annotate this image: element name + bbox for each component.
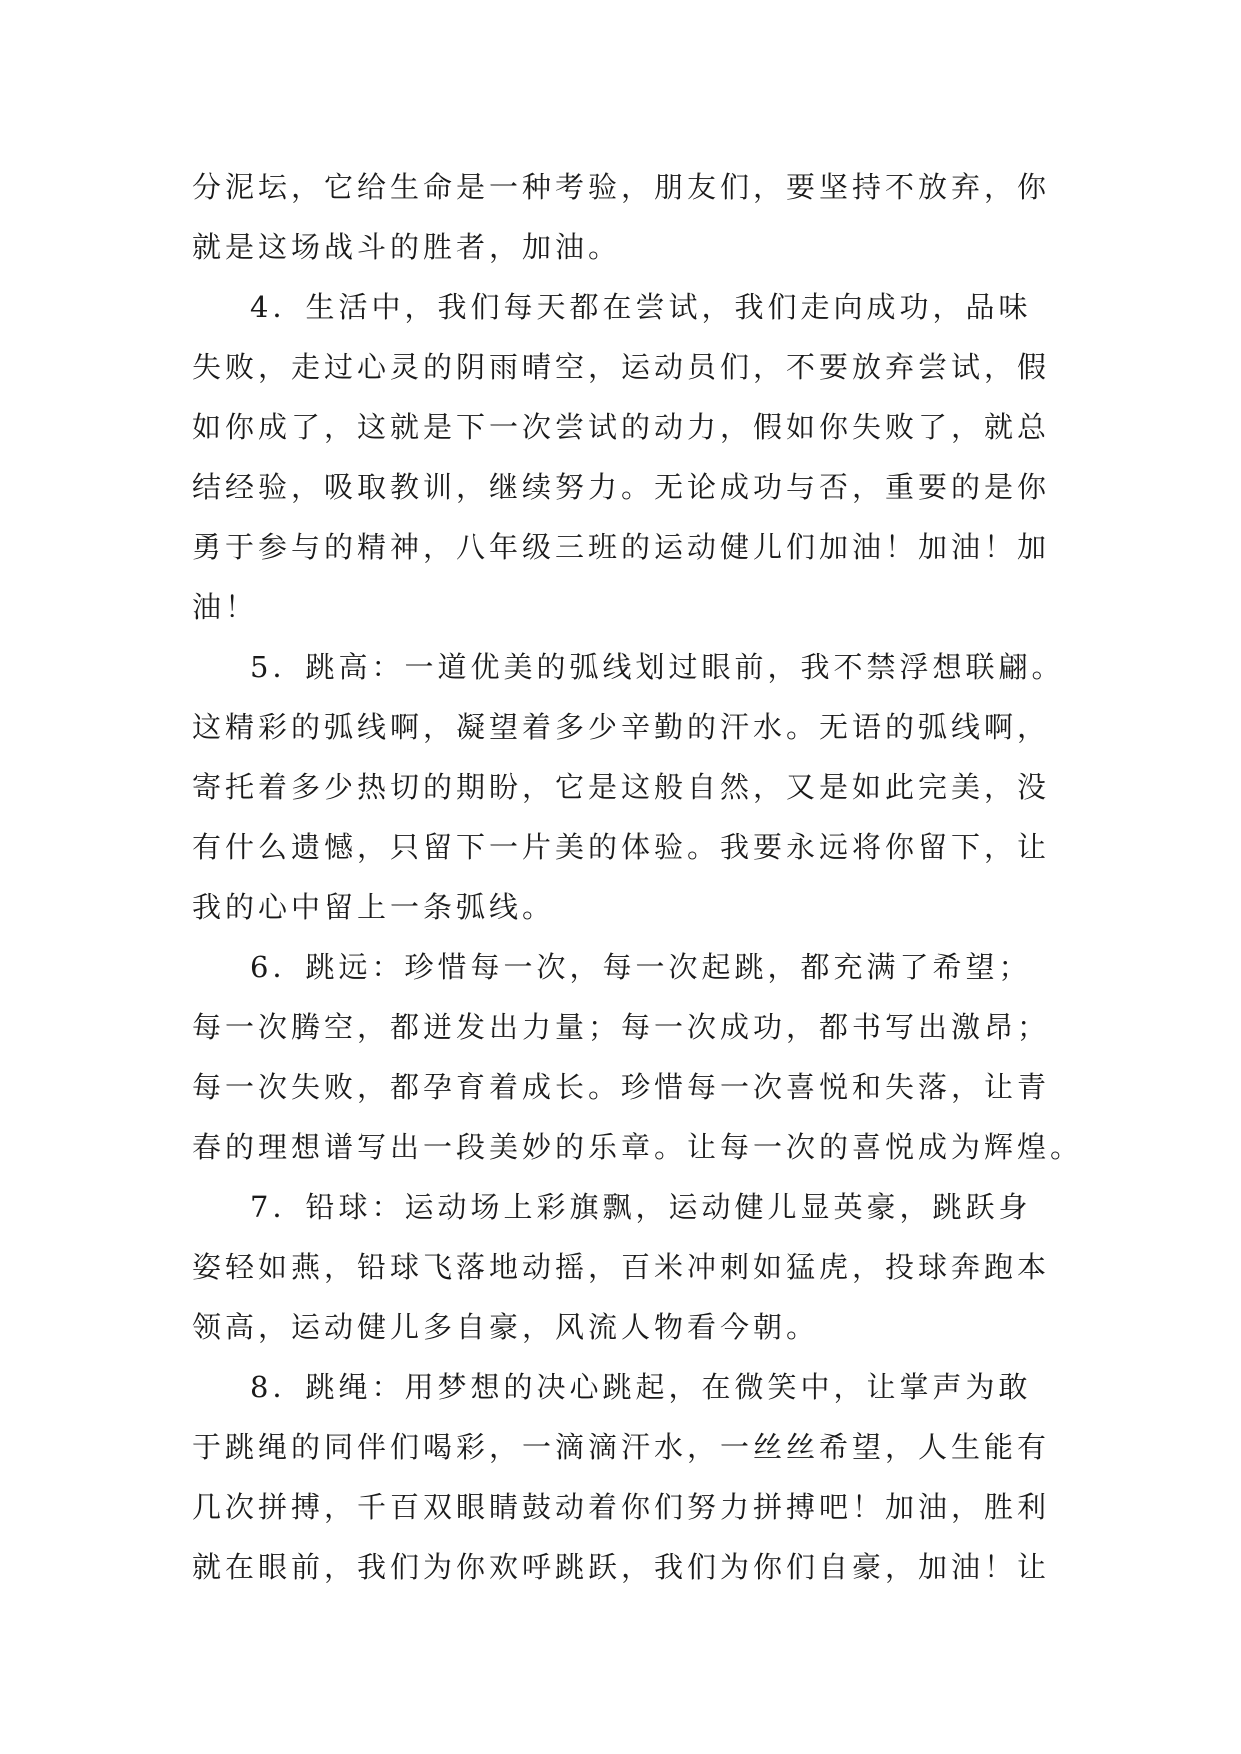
text-line: 就在眼前，我们为你欢呼跳跃，我们为你们自豪，加油！让	[192, 1550, 1051, 1584]
text-line: 分泥坛，它给生命是一种考验，朋友们，要坚持不放弃，你	[192, 170, 1051, 204]
text-line: 于跳绳的同伴们喝彩，一滴滴汗水，一丝丝希望，人生能有	[192, 1430, 1051, 1464]
text-line: 领高，运动健儿多自豪，风流人物看今朝。	[192, 1310, 820, 1344]
text-line: 油！	[192, 590, 259, 624]
text-line: 春的理想谱写出一段美妙的乐章。让每一次的喜悦成为辉煌。	[192, 1130, 1084, 1164]
text-line: 每一次失败，都孕育着成长。珍惜每一次喜悦和失落，让青	[192, 1070, 1051, 1104]
text-line: 失败，走过心灵的阴雨晴空，运动员们，不要放弃尝试，假	[192, 350, 1051, 384]
text-line: 这精彩的弧线啊，凝望着多少辛勤的汗水。无语的弧线啊，	[192, 710, 1051, 744]
text-line: 勇于参与的精神，八年级三班的运动健儿们加油！加油！加	[192, 530, 1051, 564]
text-line: 寄托着多少热切的期盼，它是这般自然，又是如此完美，没	[192, 770, 1051, 804]
document-body	[192, 157, 1084, 1597]
text-line: 几次拼搏，千百双眼睛鼓动着你们努力拼搏吧！加油，胜利	[192, 1490, 1051, 1524]
paragraph-start-line: 5．跳高：一道优美的弧线划过眼前，我不禁浮想联翩。	[250, 650, 1065, 684]
paragraph-start-line: 4．生活中，我们每天都在尝试，我们走向成功，品味	[250, 290, 1032, 324]
paragraph-start-line: 7．铅球：运动场上彩旗飘，运动健儿显英豪，跳跃身	[250, 1190, 1032, 1224]
text-line: 有什么遗憾，只留下一片美的体验。我要永远将你留下，让	[192, 830, 1051, 864]
paragraph-start-line: 6．跳远：珍惜每一次，每一次起跳，都充满了希望；	[250, 950, 1032, 984]
text-line: 我的心中留上一条弧线。	[192, 890, 556, 924]
text-line: 就是这场战斗的胜者，加油。	[192, 230, 622, 264]
paragraph-start-line: 8．跳绳：用梦想的决心跳起，在微笑中，让掌声为敢	[250, 1370, 1032, 1404]
text-line: 姿轻如燕，铅球飞落地动摇，百米冲刺如猛虎，投球奔跑本	[192, 1250, 1051, 1284]
text-line: 结经验，吸取教训，继续努力。无论成功与否，重要的是你	[192, 470, 1051, 504]
text-line: 每一次腾空，都迸发出力量；每一次成功，都书写出激昂；	[192, 1010, 1051, 1044]
text-line: 如你成了，这就是下一次尝试的动力，假如你失败了，就总	[192, 410, 1051, 444]
